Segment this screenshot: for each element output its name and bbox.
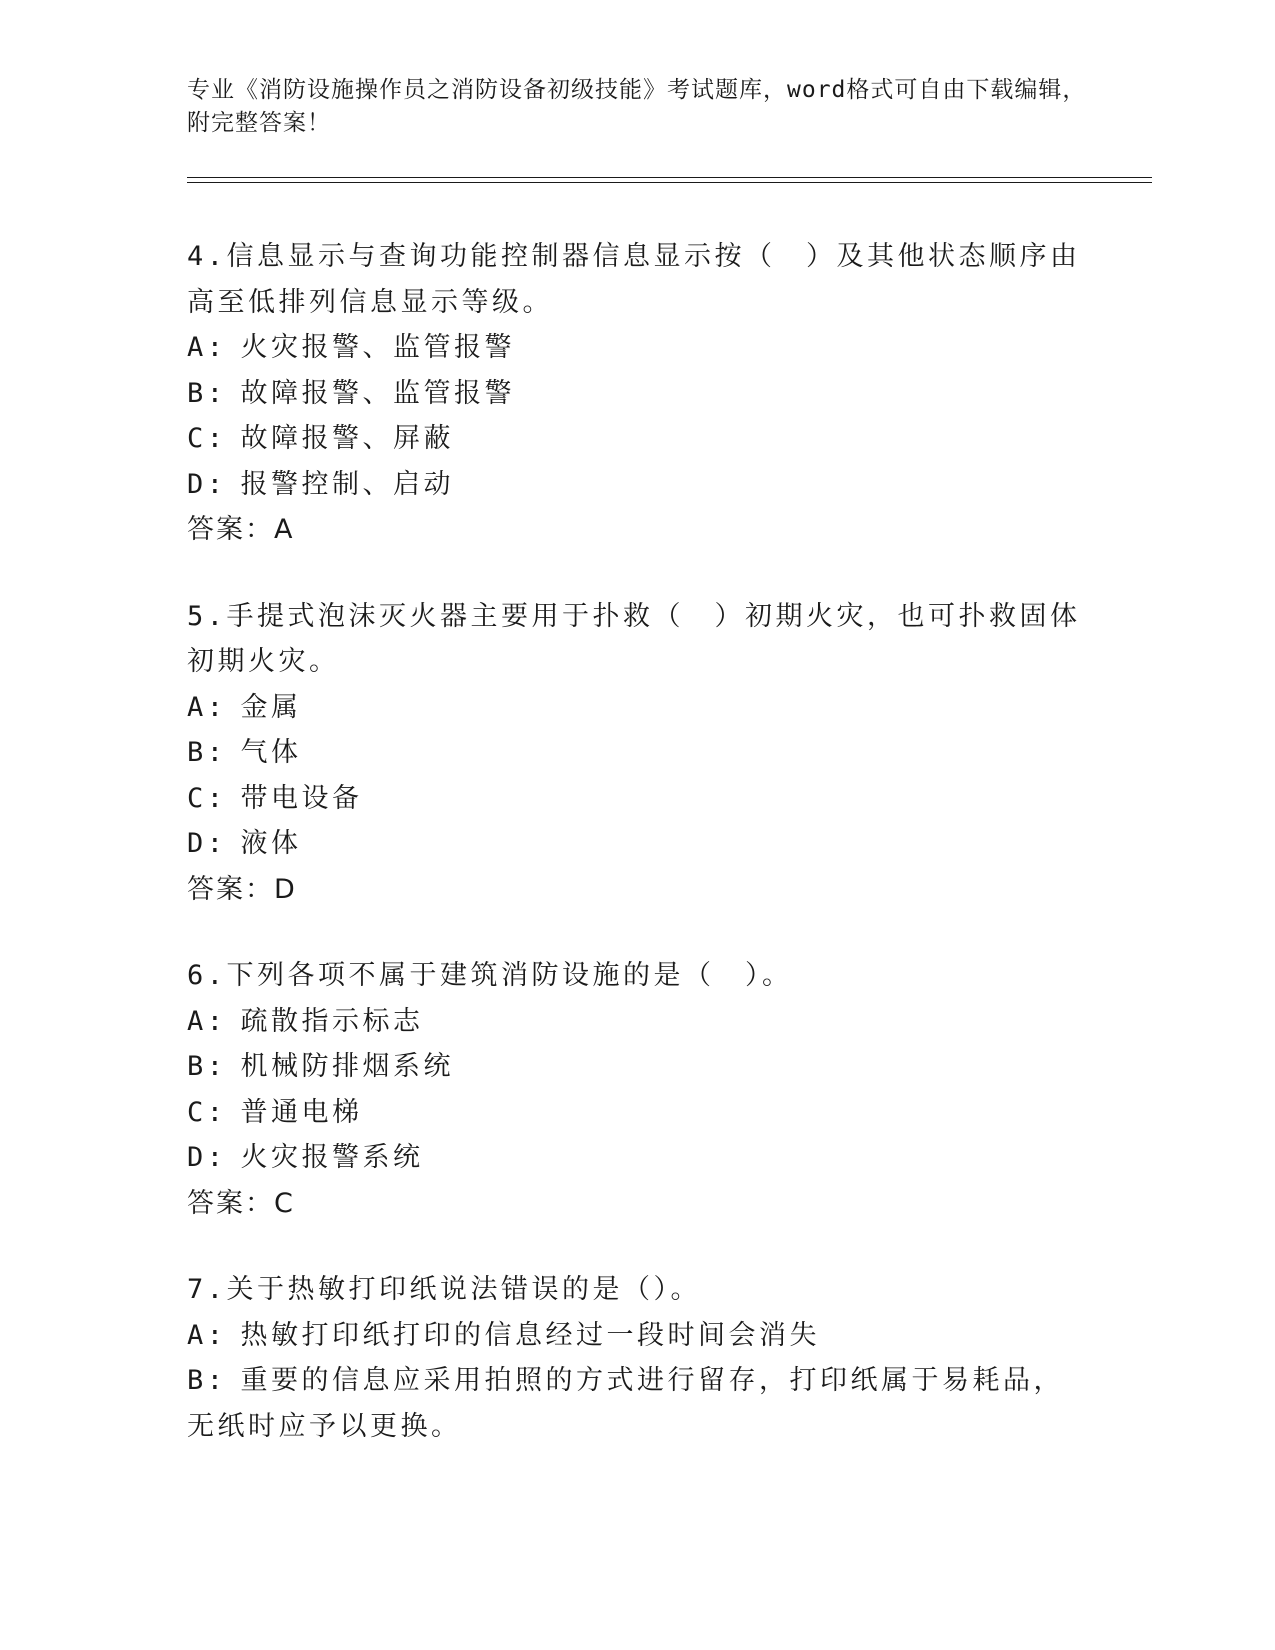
option-text: 重要的信息应采用拍照的方式进行留存，打印纸属于易耗品，无纸时应予以更换。 <box>187 1365 1065 1442</box>
question-list <box>187 234 1087 1490</box>
question-7 <box>187 1267 1087 1449</box>
option-label: D: <box>187 468 227 500</box>
option-label: A: <box>187 1319 227 1351</box>
option-c <box>187 1090 1087 1136</box>
question-6 <box>187 953 1087 1226</box>
option-c <box>187 776 1087 822</box>
option-text: 故障报警、监管报警 <box>240 377 516 409</box>
option-text: 火灾报警、监管报警 <box>240 332 516 363</box>
option-text: 机械防排烟系统 <box>240 1051 455 1082</box>
option-b <box>187 730 1087 776</box>
question-4 <box>187 234 1087 553</box>
option-label: B: <box>187 737 227 768</box>
option-label: B: <box>187 1365 227 1396</box>
document-header: 专业《消防设施操作员之消防设备初级技能》考试题库，word格式可自由下载编辑，附完整答案！ <box>187 77 1087 136</box>
option-text: 火灾报警系统 <box>240 1142 424 1173</box>
option-text: 液体 <box>240 828 302 859</box>
option-label: B: <box>187 377 227 409</box>
answer-line: 答案：C <box>187 1187 295 1219</box>
option-d <box>187 1135 1087 1181</box>
option-a <box>187 1313 1087 1359</box>
option-c <box>187 416 1087 462</box>
question-stem: 4.信息显示与查询功能控制器信息显示按（ ）及其他状态顺序由高至低排列信息显示等级。 <box>187 241 1081 318</box>
option-label: C: <box>187 782 227 814</box>
option-label: A: <box>187 691 227 723</box>
option-label: B: <box>187 1051 227 1082</box>
option-b <box>187 371 1087 417</box>
option-text: 热敏打印纸打印的信息经过一段时间会消失 <box>240 1319 821 1351</box>
question-5 <box>187 594 1087 913</box>
option-b <box>187 1358 1087 1449</box>
option-label: C: <box>187 1096 227 1128</box>
question-stem: 5.手提式泡沫灭火器主要用于扑救（ ）初期火灾，也可扑救固体初期火灾。 <box>187 600 1081 677</box>
option-text: 疏散指示标志 <box>240 1005 424 1037</box>
option-text: 报警控制、启动 <box>240 468 455 500</box>
question-stem: 7.关于热敏打印纸说法错误的是（）。 <box>187 1274 702 1305</box>
option-a <box>187 685 1087 731</box>
option-d <box>187 462 1087 508</box>
option-d <box>187 821 1087 867</box>
option-text: 气体 <box>240 737 302 768</box>
answer-line: 答案：A <box>187 514 295 545</box>
option-text: 金属 <box>240 691 302 723</box>
option-text: 普通电梯 <box>240 1096 363 1128</box>
option-label: D: <box>187 828 227 859</box>
option-label: A: <box>187 1005 227 1037</box>
option-a <box>187 999 1087 1045</box>
option-text: 故障报警、屏蔽 <box>240 423 455 454</box>
option-label: C: <box>187 423 227 454</box>
option-b <box>187 1044 1087 1090</box>
header-divider-bottom <box>187 182 1152 183</box>
answer-line: 答案：D <box>187 873 297 905</box>
header-divider-top <box>187 177 1152 178</box>
option-label: D: <box>187 1142 227 1173</box>
option-label: A: <box>187 332 227 363</box>
option-a <box>187 325 1087 371</box>
option-text: 带电设备 <box>240 782 363 814</box>
question-stem: 6.下列各项不属于建筑消防设施的是（ ）。 <box>187 960 793 991</box>
